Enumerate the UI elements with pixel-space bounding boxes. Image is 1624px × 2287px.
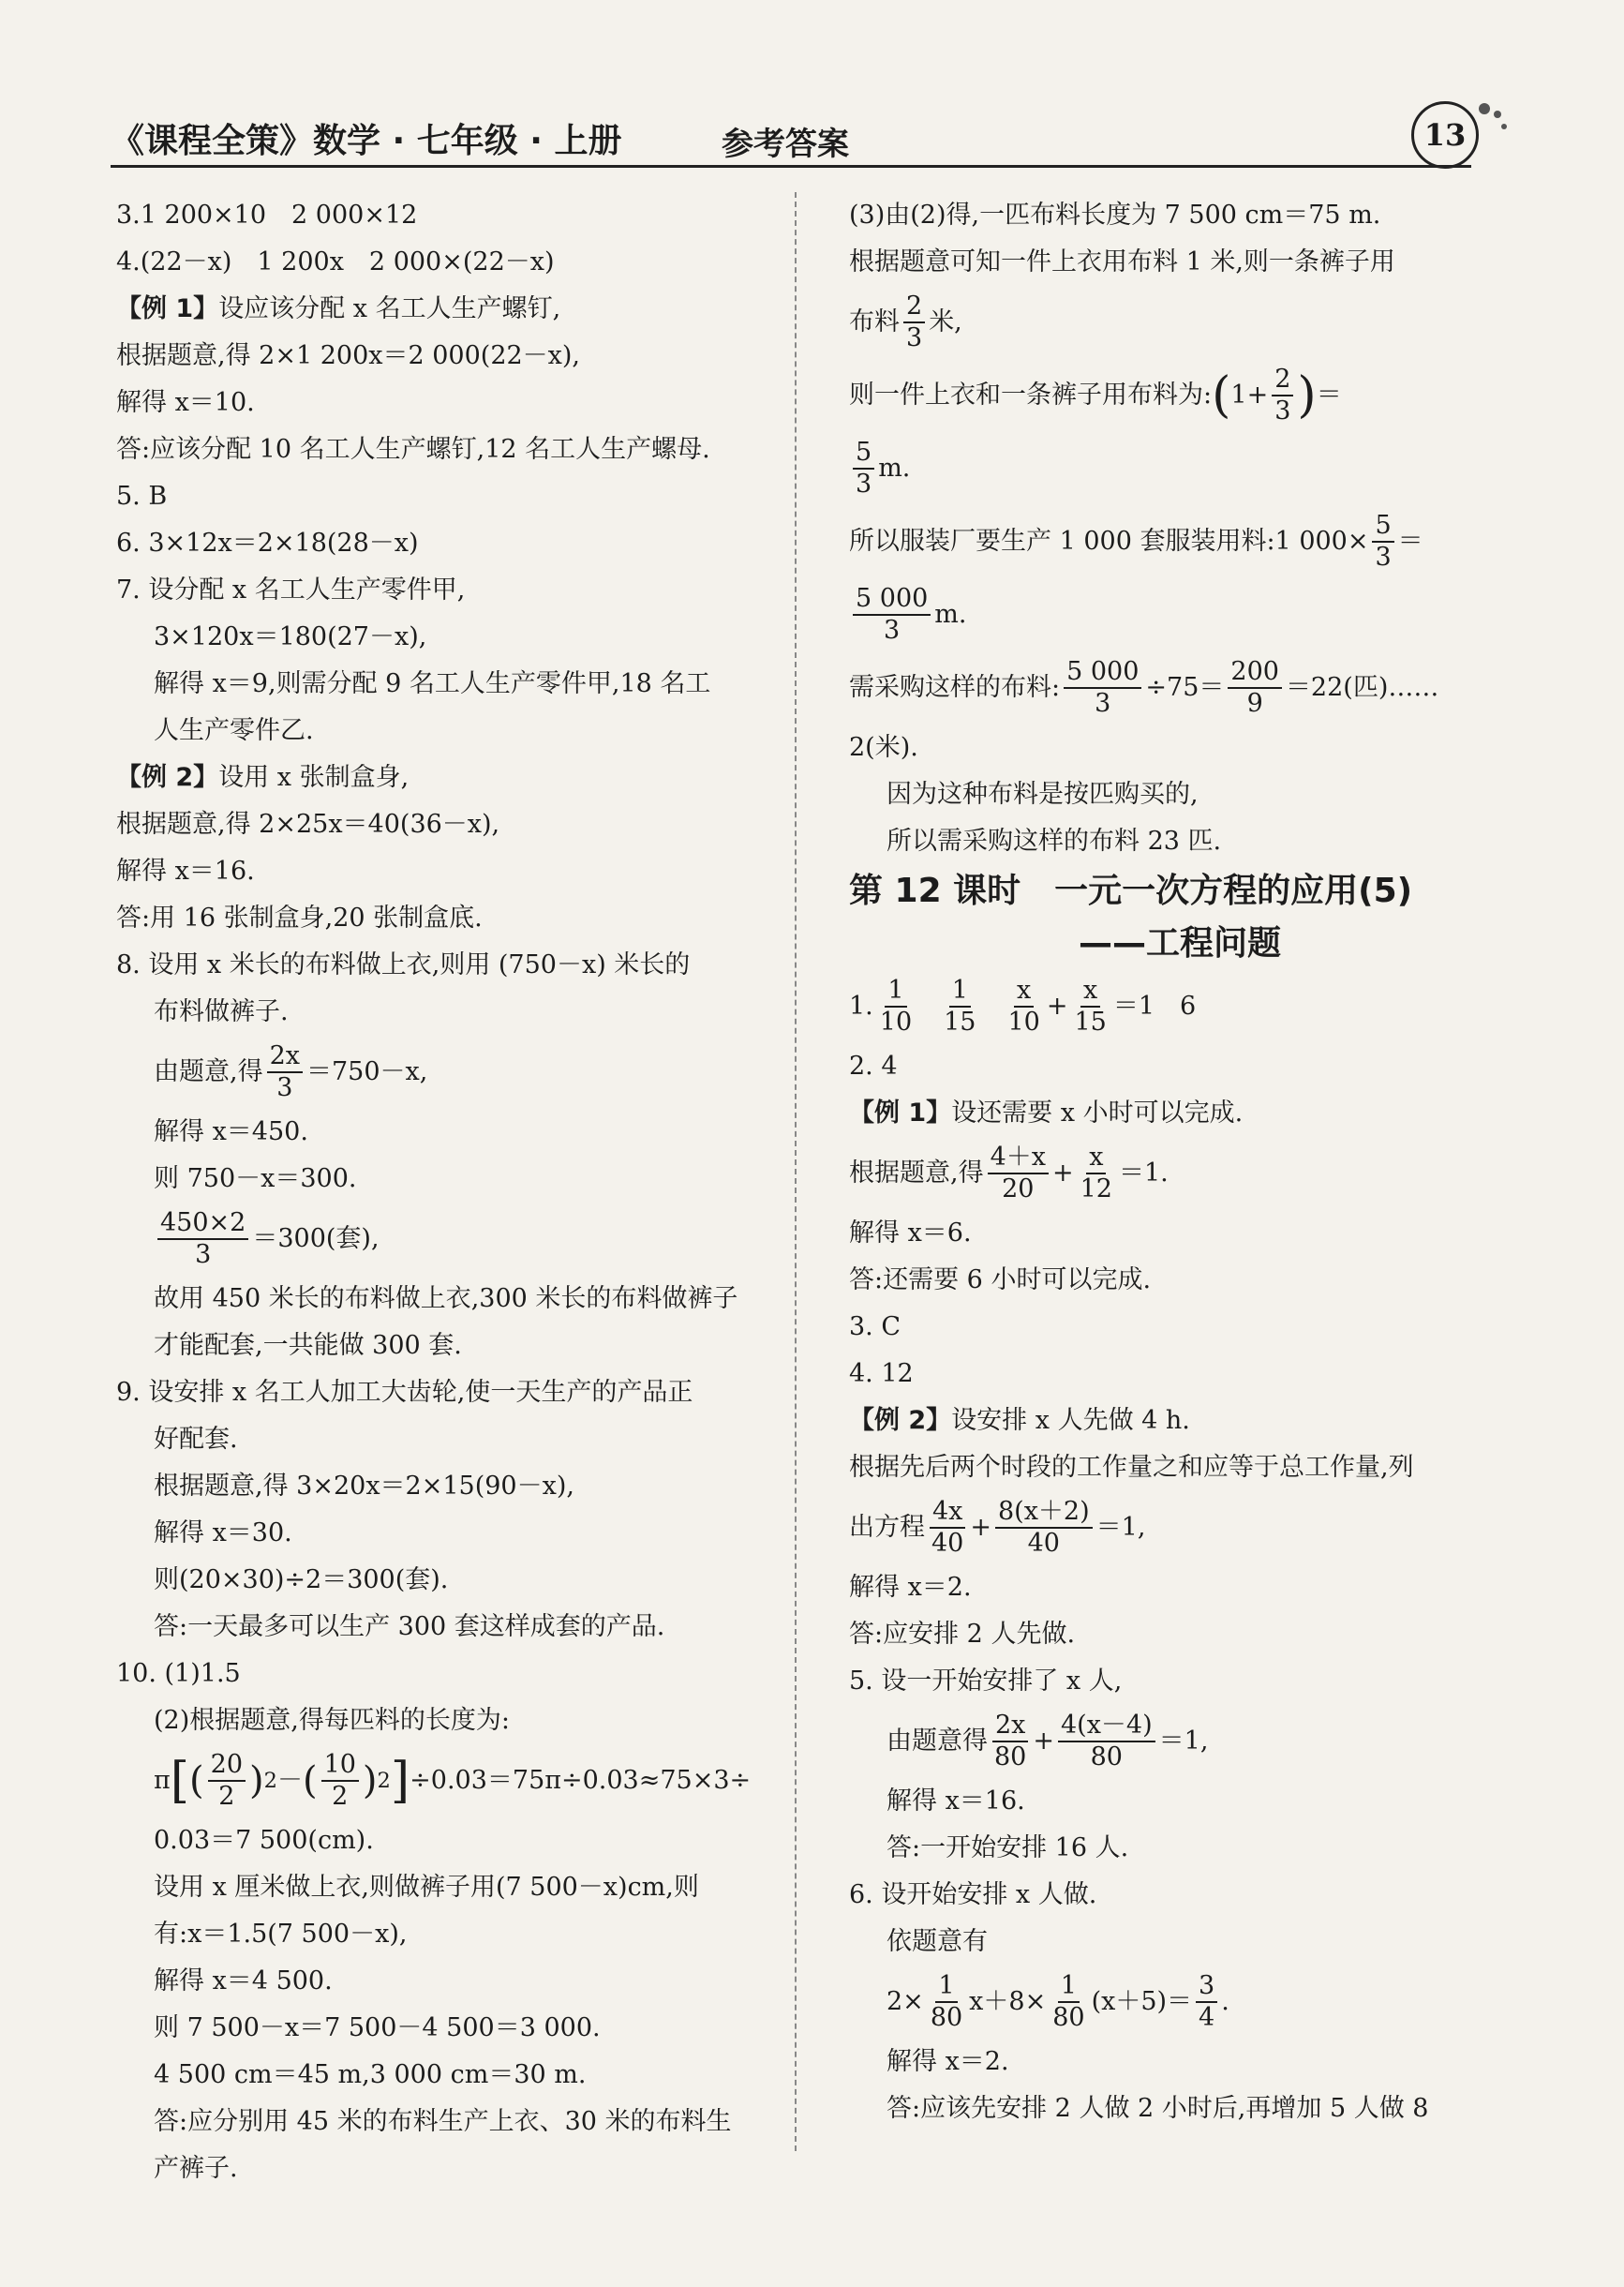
answer-line: 4.(22－x) 1 200x 2 000×(22－x) <box>116 247 555 277</box>
numerator: 5 <box>853 438 874 470</box>
right-column <box>849 192 1492 2132</box>
denominator: 20 <box>1002 1174 1035 1203</box>
example-2 <box>116 755 772 801</box>
denominator: 80 <box>994 1742 1027 1771</box>
numerator: x <box>1086 1143 1106 1174</box>
answer-line: 解得 x＝450. <box>154 1117 308 1146</box>
denominator: 80 <box>1052 2003 1085 2032</box>
answer-line: 2. 4 <box>849 1052 898 1081</box>
text: + <box>970 1513 991 1542</box>
answer-line: 根据题意,得 2×1 200x＝2 000(22－x), <box>116 341 581 370</box>
answer-line: 根据题意,得 3×20x＝2×15(90－x), <box>154 1472 574 1501</box>
equation-line <box>849 1491 1492 1564</box>
numerator: 3 <box>1196 1971 1217 2003</box>
text: ＝ <box>1397 527 1423 556</box>
answer-line: 故用 450 米长的布料做上衣,300 米长的布料做裤子 <box>154 1284 738 1313</box>
text: m. <box>934 600 967 629</box>
example-tag: 【例 1】 <box>116 294 219 323</box>
fraction <box>1050 1971 1087 2033</box>
answer-line: 解得 x＝10. <box>116 388 255 417</box>
text: ＝300(套), <box>252 1224 380 1253</box>
answer-line: 好配套. <box>154 1425 238 1454</box>
equation-line <box>849 505 1492 578</box>
fraction <box>853 438 874 500</box>
text: 1+ <box>1230 381 1269 410</box>
answer-line: 9. 设安排 x 名工人加工大齿轮,使一天生产的产品正 <box>116 1378 693 1407</box>
section-title: 参考答案 <box>722 126 849 163</box>
fraction <box>853 584 931 646</box>
numerator: 2x <box>267 1041 303 1073</box>
answer-line: 6. 设开始安排 x 人做. <box>849 1880 1097 1909</box>
numerator: 5 000 <box>853 584 931 616</box>
text: m. <box>878 454 911 483</box>
fraction <box>321 1750 359 1812</box>
numerator: 4(x－4) <box>1058 1711 1155 1742</box>
numerator: 450×2 <box>157 1208 248 1240</box>
answer-line: 解得 x＝2. <box>849 1573 972 1602</box>
answer-line: 答:应安排 2 人先做. <box>849 1620 1076 1649</box>
denominator: 10 <box>879 1008 913 1037</box>
exponent: 2 <box>377 1769 391 1793</box>
numerator: x <box>1080 976 1100 1008</box>
numerator: 2 <box>1272 365 1293 396</box>
header-rule <box>111 165 1471 168</box>
column-divider <box>795 192 797 2151</box>
answer-line: 因为这种布料是按匹购买的, <box>886 780 1199 809</box>
fraction <box>1372 511 1393 573</box>
answer-line: 0.03＝7 500(cm). <box>154 1826 374 1855</box>
numerator: 8(x＋2) <box>995 1497 1093 1529</box>
lesson-subtitle: ——工程问题 <box>1078 924 1281 963</box>
answer-line: 所以需采购这样的布料 23 匹. <box>886 827 1222 856</box>
answer-line: 有:x＝1.5(7 500－x), <box>154 1920 408 1949</box>
numerator: 1 <box>1058 1971 1080 2003</box>
numerator: 2x <box>992 1711 1028 1742</box>
exponent: 2 <box>263 1769 277 1793</box>
text: ÷0.03＝75π÷0.03≈75×3÷ <box>410 1766 752 1795</box>
answer-line: 3. C <box>849 1312 901 1341</box>
text: 需采购这样的布料: <box>849 673 1061 702</box>
numerator: 200 <box>1228 657 1282 689</box>
example-1 <box>849 1090 1492 1137</box>
text: ＝750－x, <box>306 1057 428 1086</box>
numerator: 4x <box>930 1497 965 1529</box>
text: ＝1, <box>1158 1726 1209 1756</box>
fraction <box>903 291 925 353</box>
example-1 <box>116 286 772 333</box>
denominator: 4 <box>1199 2003 1215 2032</box>
text: 米, <box>929 307 962 336</box>
equation-line <box>849 1705 1492 1778</box>
text: ＝1. <box>1118 1158 1169 1188</box>
text: + <box>1052 1158 1074 1188</box>
text: 所以服装厂要生产 1 000 套服装用料:1 000× <box>849 527 1369 556</box>
text: 出方程 <box>849 1513 925 1542</box>
fraction <box>267 1041 303 1103</box>
answer-line: 依题意有 <box>886 1927 988 1956</box>
denominator: 3 <box>1095 689 1111 718</box>
answer-line: 产裤子. <box>154 2154 238 2183</box>
fraction <box>1005 976 1042 1038</box>
answer-line: 8. 设用 x 米长的布料做上衣,则用 (750－x) 米长的 <box>116 950 691 979</box>
numerator: 1 <box>885 976 906 1008</box>
denominator: 3 <box>1375 543 1392 572</box>
numerator: 1 <box>935 1971 957 2003</box>
numerator: 5 000 <box>1064 657 1141 689</box>
answer-line: 答:应该先安排 2 人做 2 小时后,再增加 5 人做 8 <box>886 2094 1429 2123</box>
numerator: 20 <box>208 1750 246 1782</box>
numerator: 1 <box>949 976 971 1008</box>
denominator: 3 <box>1274 396 1291 426</box>
fraction <box>157 1208 248 1270</box>
page-number: 13 <box>1411 101 1479 169</box>
answer-line: 5. 设一开始安排了 x 人, <box>849 1667 1123 1696</box>
fraction <box>941 976 978 1038</box>
answer-line: 3×120x＝180(27－x), <box>154 622 427 651</box>
answer-line: 答:应分别用 45 米的布料生产上衣、30 米的布料生 <box>154 2107 732 2136</box>
answer-line: 7. 设分配 x 名工人生产零件甲, <box>116 575 466 605</box>
answer-line: 6. 3×12x＝2×18(28－x) <box>116 529 419 558</box>
denominator: 12 <box>1080 1174 1112 1203</box>
denominator: 3 <box>856 470 872 499</box>
answer-line: 解得 x＝16. <box>886 1786 1025 1816</box>
book-title: 《课程全策》数学 · 七年级 · 上册 <box>111 122 622 160</box>
answer-line: 则(20×30)÷2＝300(套). <box>154 1565 449 1594</box>
example-tag: 【例 2】 <box>116 763 219 792</box>
text: 根据题意,得 <box>849 1158 984 1188</box>
denominator: 9 <box>1246 689 1263 718</box>
equation-line: 则一件上衣和一条裤子用布料为: ( 1+ $\frac{2}{3}$ ) ＝ <box>849 365 1342 426</box>
example-2 <box>849 1398 1492 1444</box>
lesson-title: 第 12 课时 一元一次方程的应用(5) <box>849 872 1413 910</box>
fraction <box>1196 1971 1217 2033</box>
text: 则一件上衣和一条裤子用布料为: <box>849 381 1213 410</box>
text: ＝1, <box>1095 1513 1146 1542</box>
equation-line <box>849 970 1492 1043</box>
fraction <box>991 1711 1029 1772</box>
numerator: 4＋x <box>988 1143 1049 1174</box>
answer-text: 设用 x 张制盒身, <box>218 763 410 792</box>
text: . <box>1221 1987 1229 2016</box>
answer-line: 布料做裤子. <box>154 997 289 1026</box>
equation-line <box>849 432 1492 505</box>
text: 由题意,得 <box>154 1057 263 1086</box>
page-header <box>111 111 1488 167</box>
answer-line: 4 500 cm＝45 m,3 000 cm＝30 m. <box>154 2060 587 2089</box>
fraction <box>1272 365 1293 426</box>
answer-line: 解得 x＝16. <box>116 857 255 886</box>
answer-line: 答:应该分配 10 名工人生产螺钉,12 名工人生产螺母. <box>116 435 710 464</box>
denominator: 3 <box>884 616 901 645</box>
answer-line: 则 750－x＝300. <box>154 1164 357 1193</box>
denominator: 80 <box>930 2003 963 2032</box>
equation-line <box>849 651 1492 725</box>
left-column <box>116 192 772 2192</box>
answer-line: 3.1 200×10 2 000×12 <box>116 201 418 230</box>
numerator: 5 <box>1372 511 1393 543</box>
answer-line: 设用 x 厘米做上衣,则做裤子用(7 500－x)cm,则 <box>154 1873 699 1902</box>
answer-line: 根据先后两个时段的工作量之和应等于总工作量,列 <box>849 1453 1414 1482</box>
text: + <box>1033 1726 1054 1756</box>
equation-line: π [ ( $\frac{20}{2}$ ) 2 － ( $\frac{10}{2}$ ) 2 ] ÷0.03＝75π÷0.03≈75×3÷ <box>154 1750 752 1811</box>
answer-line: 答:一开始安排 16 人. <box>886 1833 1129 1862</box>
text: ＝1 6 <box>1112 992 1197 1021</box>
fraction <box>1078 1143 1115 1204</box>
denominator: 15 <box>944 1008 976 1037</box>
answer-line: 解得 x＝9,则需分配 9 名工人生产零件甲,18 名工 <box>154 669 711 698</box>
fraction <box>877 976 915 1038</box>
text: 2× <box>886 1987 924 2016</box>
numerator: x <box>1014 976 1034 1008</box>
denominator: 40 <box>1027 1529 1060 1558</box>
fraction <box>1058 1711 1155 1772</box>
fraction <box>929 1497 966 1559</box>
denominator: 10 <box>1007 1008 1040 1037</box>
answer-line: 2(米). <box>849 733 918 762</box>
answer-line: 4. 12 <box>849 1359 914 1388</box>
answer-text: 设还需要 x 小时可以完成. <box>951 1099 1244 1128</box>
answer-text: 设安排 x 人先做 4 h. <box>951 1406 1190 1435</box>
answer-line: 人生产零件乙. <box>154 716 314 745</box>
answer-line: 解得 x＝2. <box>886 2047 1009 2076</box>
fraction <box>995 1497 1093 1559</box>
text: 由题意得 <box>886 1726 988 1756</box>
equation-line <box>849 286 1492 359</box>
fraction <box>1064 657 1141 719</box>
text: ＝ <box>1316 381 1342 410</box>
equation-line <box>849 578 1492 651</box>
fraction <box>1071 976 1109 1038</box>
denominator: 3 <box>195 1240 212 1269</box>
text: + <box>1046 992 1068 1021</box>
equation-line <box>849 1966 1492 2039</box>
text: ÷75＝ <box>1145 673 1225 702</box>
text: ＝22(匹)…… <box>1285 673 1439 702</box>
fraction <box>988 1143 1049 1204</box>
answer-line: (2)根据题意,得每匹料的长度为: <box>154 1706 510 1735</box>
denominator: 2 <box>332 1782 349 1811</box>
answer-line: (3)由(2)得,一匹布料长度为 7 500 cm＝75 m. <box>849 201 1381 230</box>
answer-line: 答:一天最多可以生产 300 套这样成套的产品. <box>154 1612 665 1641</box>
fraction <box>928 1971 965 2033</box>
fraction <box>1228 657 1282 719</box>
example-tag: 【例 1】 <box>849 1099 952 1128</box>
answer-line: 解得 x＝6. <box>849 1218 972 1248</box>
equation-line <box>116 1203 772 1276</box>
text: x＋8× <box>969 1987 1047 2016</box>
denominator: 80 <box>1090 1742 1123 1771</box>
answer-line: 10. (1)1.5 <box>116 1659 241 1688</box>
denominator: 15 <box>1074 1008 1107 1037</box>
answer-line: 答:用 16 张制盒身,20 张制盒底. <box>116 904 483 933</box>
text: π <box>154 1766 171 1795</box>
answer-line: 根据题意,得 2×25x＝40(36－x), <box>116 810 500 839</box>
denominator: 3 <box>276 1073 293 1102</box>
answer-line: 才能配套,一共能做 300 套. <box>154 1331 462 1360</box>
denominator: 3 <box>906 323 923 352</box>
answer-line: 则 7 500－x＝7 500－4 500＝3 000. <box>154 2013 601 2042</box>
equation-line <box>116 1036 772 1109</box>
denominator: 2 <box>218 1782 235 1811</box>
equation-line <box>849 1137 1492 1210</box>
text: 布料 <box>849 307 900 336</box>
denominator: 40 <box>931 1529 964 1558</box>
fraction <box>208 1750 246 1812</box>
numerator: 10 <box>321 1750 359 1782</box>
answer-line: 解得 x＝4 500. <box>154 1966 333 1996</box>
text: 1. <box>849 992 873 1021</box>
answer-line: 根据题意可知一件上衣用布料 1 米,则一条裤子用 <box>849 247 1395 277</box>
example-tag: 【例 2】 <box>849 1406 952 1435</box>
text: (x＋5)＝ <box>1091 1987 1193 2016</box>
answer-line: 解得 x＝30. <box>154 1518 292 1547</box>
answer-line: 5. B <box>116 482 168 511</box>
numerator: 2 <box>903 291 925 323</box>
answer-line: 答:还需要 6 小时可以完成. <box>849 1265 1152 1294</box>
answer-text: 设应该分配 x 名工人生产螺钉, <box>218 294 561 323</box>
